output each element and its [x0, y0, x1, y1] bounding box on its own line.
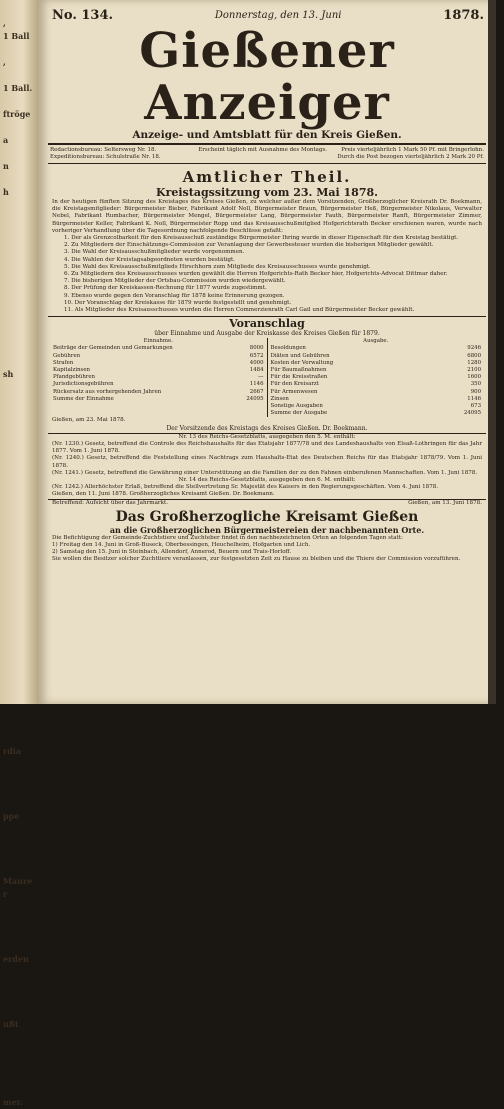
- spine-line: [3, 524, 36, 537]
- budget-row: [271, 403, 482, 410]
- budget-label: Für die Kreisstraßen: [270, 374, 328, 381]
- budget-label: Jurisdictionsgebühren: [53, 381, 114, 388]
- spine-line: [3, 472, 36, 485]
- spine-line: [3, 550, 36, 563]
- budget-row: [53, 353, 264, 360]
- budget-label: Summe der Ausgabe: [270, 410, 328, 417]
- kreisamt-text: Die Befichtigung der Gemeinde-Zuchtstiere und Zuchteber findet in den nachbezeichneten Orten an folgenden Tagen statt:: [52, 534, 404, 541]
- budget-table: [38, 338, 496, 417]
- budget-row: [271, 389, 482, 396]
- budget-value: —: [258, 374, 264, 381]
- spine-line: [3, 1031, 36, 1044]
- budget-label: Diäten und Gebühren: [270, 352, 330, 359]
- spine-line: ftröge: [3, 109, 31, 119]
- budget-value: 8000: [249, 345, 264, 352]
- spine-line: [3, 342, 36, 355]
- law-line: (Nr. 1242.) Allerhöchster Erlaß, betreffend die Stellvertretung Sr. Majestät des Kaisers in den Regierungsgeschäften. Vom 4. Juni 1878.: [52, 484, 439, 491]
- spine-line: [3, 563, 36, 576]
- spine-line: [3, 641, 36, 654]
- spine-line: [3, 69, 36, 82]
- spine-line: [3, 901, 36, 914]
- budget-label: Strafen: [53, 359, 74, 366]
- law-line: (Nr. 1241.) Gesetz, betreffend die Gewährung einer Unterstützung an die Familien der zu den Fahnen einberufenen Mannschaften. Vom 1. Juni 1878.: [52, 469, 478, 476]
- budget-row: [271, 353, 482, 360]
- budget-label: Beiträge der Gemeinden und Gemarkungen: [53, 345, 173, 352]
- budget-value: 900: [470, 388, 481, 395]
- expense-column: [267, 338, 485, 417]
- spine-line: [3, 836, 36, 849]
- budget-label: Sonstige Ausgaben: [270, 403, 323, 410]
- kreisamt-item-1: 1) Freitag den 14. Juni in Groß-Buseck, Oberbessingen, Heuchelheim, Hofgarten und Lich.: [52, 541, 311, 548]
- spine-line: [3, 43, 36, 56]
- budget-row: [53, 374, 264, 381]
- law-line: Gießen, den 11. Juni 1878. Großherzogliches Kreisamt Gießen. Dr. Boekmann.: [52, 491, 275, 498]
- budget-place: Gießen, am 23. Mai 1878.: [52, 417, 126, 424]
- budget-label: Für den Kreisarzt: [270, 381, 319, 388]
- budget-value: 6572: [249, 352, 264, 359]
- spine-line: [3, 680, 36, 693]
- resolution-item: 4. Die Wahlen der Kreistagsabgeordneten wurden bestätigt.: [64, 256, 235, 263]
- spine-line: [3, 394, 36, 407]
- budget-value: 673: [470, 403, 481, 410]
- spine-line: ußt: [3, 1019, 19, 1029]
- budget-row: [271, 381, 482, 388]
- kreisamt-place: Gießen, am 13. Juni 1878.: [408, 499, 482, 506]
- resolution-item: 9. Ebenso wurde gegen den Voranschlag für 1878 keine Erinnerung gezogen.: [64, 292, 285, 299]
- spine-line: [3, 1070, 36, 1083]
- budget-row: [53, 367, 264, 374]
- budget-value: 6800: [467, 352, 481, 359]
- issue-year: 1878.: [443, 8, 484, 23]
- masthead-subtitle: Anzeige- und Amtsblatt für den Kreis Gießen.: [132, 129, 402, 141]
- spine-line: [3, 173, 36, 186]
- budget-label: Zinsen: [270, 395, 289, 402]
- spine-line: [3, 199, 36, 212]
- spine-line: [3, 719, 36, 732]
- budget-value: 9246: [467, 345, 481, 352]
- info-right: Preis vierteljährlich 1 Mark 50 Pf. mit Bringerlohn. Durch die Post bezogen vierteljährlich 2 Mark 20 Pf.: [337, 147, 484, 160]
- spine-line: [3, 264, 36, 277]
- income-column: [50, 338, 267, 417]
- issue-date: Donnerstag, den 13. Juni: [214, 10, 342, 21]
- spine-line: [3, 758, 36, 771]
- spine-line: erden: [3, 954, 29, 964]
- newspaper-page: [38, 0, 496, 704]
- budget-row: [53, 389, 264, 396]
- resolution-item: 2. Zu Mitgliedern der Einschätzungs-Commission zur Veranlagung der Gewerbesteuer wurden die bisherigen Mitglieder gewählt.: [64, 242, 434, 249]
- budget-row: [271, 396, 482, 403]
- spine-line: [3, 407, 36, 420]
- spine-line: 1 Ball: [3, 31, 30, 41]
- spine-line: [3, 862, 36, 875]
- section-heading: Amtlicher Theil.: [182, 168, 352, 186]
- spine-line: [3, 329, 36, 342]
- spine-line: [3, 1083, 36, 1096]
- spine-line: [3, 1044, 36, 1057]
- spine-line: n: [3, 161, 9, 171]
- spine-line: ,: [3, 18, 6, 28]
- spine-line: [3, 381, 36, 394]
- resolution-item: 5. Die Wahl des Kreisausschußmitglieds Hirschhorn zum Mitgliede des Kreisausschusses wurde genehmigt.: [64, 263, 371, 270]
- page-edge: [488, 0, 496, 704]
- spine-line: [3, 940, 36, 953]
- budget-value: 2667: [249, 388, 264, 395]
- divider: [48, 163, 486, 164]
- law-line: Nr. 13 des Reichs-Gesetzblatts, ausgegeben den 5. M. enthält:: [178, 433, 356, 440]
- spine-line: [3, 4, 36, 17]
- spine-line: [3, 615, 36, 628]
- budget-label: Pfandgebühren: [53, 374, 96, 381]
- spine-line: [3, 238, 36, 251]
- kreisamt-text-2: Sie wollen die Besitzer solcher Zuchttiere veranlassen, zur festgesetzten Zeit zu Hause zu bleiben und die Thiere der Commission vorzuführen.: [52, 556, 461, 563]
- budget-value: 24095: [463, 410, 481, 417]
- kreisamt-betreff: Betreffend: Aufsicht über das Jahrmarkt.: [52, 499, 169, 506]
- resolution-item: 6. Zu Mitgliedern des Kreisausschusses wurden gewählt die Herren Hofgerichts-Rath Becker hier, Hofgerichts-Advocat Dittmar daher.: [64, 271, 448, 278]
- spine-line: [3, 225, 36, 238]
- kreisamt-item-2: 2) Samstag den 15. Juni in Steinbach, Allendorf, Annerod, Beuern und Trais-Horloff.: [52, 549, 292, 556]
- income-title: Einnahme.: [143, 338, 173, 345]
- resolution-item: 7. Die bisherigen Mitglieder der Ortsbau-Commission wurden wiedergewählt.: [64, 278, 286, 285]
- spine-line: [3, 667, 36, 680]
- budget-value: 2100: [467, 367, 481, 374]
- law-gazette-notice: [38, 434, 496, 499]
- budget-row: [53, 396, 264, 403]
- spine-line: sh: [3, 369, 14, 379]
- budget-value: 4000: [249, 359, 264, 366]
- budget-row: [53, 360, 264, 367]
- adjacent-page-spine: [0, 0, 38, 1107]
- spine-line: [3, 966, 36, 979]
- spine-line: [3, 147, 36, 160]
- spine-line: mer.: [3, 1097, 23, 1107]
- budget-value: 350: [470, 381, 481, 388]
- spine-line: [3, 589, 36, 602]
- budget-value: 1600: [467, 374, 481, 381]
- budget-subheading: über Einnahme und Ausgabe der Kreiskasse des Kreises Gießen für 1879.: [154, 330, 380, 338]
- budget-label: Kapitalzinsen: [53, 367, 90, 374]
- law-line: Nr. 14 des Reichs-Gesetzblatts, ausgegeben den 6. M. enthält:: [178, 476, 356, 483]
- budget-row: [271, 374, 482, 381]
- budget-row: [271, 360, 482, 367]
- masthead-title: Gießener Anzeiger: [139, 23, 395, 131]
- budget-label: Summe der Einnahme: [53, 395, 114, 402]
- spine-line: [3, 979, 36, 992]
- kreisamt-subtitle: an die Großherzoglichen Bürgermeistereien der nachbenannten Orte.: [109, 524, 425, 535]
- section-subheading: Kreistagssitzung vom 23. Mai 1878.: [156, 186, 378, 199]
- spine-line: [3, 485, 36, 498]
- spine-line: [3, 693, 36, 706]
- spine-line: [3, 511, 36, 524]
- header-line: [38, 0, 496, 23]
- resolution-list: [38, 235, 496, 314]
- spine-line: [3, 823, 36, 836]
- budget-value: 1484: [249, 367, 264, 374]
- resolution-item: 1. Der als Grenzcolbarkeit für den Kreisausschuß zuständige Bürgermeister Ihring wurde in dieser Eigenschaft für den Kreistag bestätigt.: [64, 235, 459, 242]
- info-center: Erscheint täglich mit Ausnahme des Montags.: [198, 147, 328, 153]
- budget-row: [271, 410, 482, 417]
- spine-line: [3, 927, 36, 940]
- spine-line: [3, 95, 36, 108]
- spine-line: [3, 797, 36, 810]
- spine-line: a: [3, 135, 9, 145]
- budget-label: Rückersatz aus vorhergehenden Jahren: [53, 388, 162, 395]
- budget-label: Kosten der Verwaltung: [270, 359, 334, 366]
- spine-line: [3, 277, 36, 290]
- resolution-item: 11. Als Mitglieder des Kreisausschusses wurden die Herren Commerzienrath Carl Gail und Bürgermeister Becker gewählt.: [64, 307, 415, 314]
- spine-line: [3, 732, 36, 745]
- spine-line: [3, 121, 36, 134]
- spine-line: [3, 849, 36, 862]
- spine-line: [3, 1005, 36, 1018]
- intro-paragraph: In der heutigen fünften Sitzung des Kreistages des Kreises Gießen, zu welcher außer dem Vorsitzenden, Großherzoglicher Kreisrath Dr. Boekmann, die Kreistagsmitglieder: Bürgermeister Bieber, Fabrikant Adolf Noll, Bürgermeister Braun, Bürgermeister Heß, Bürgermeister Nikolaus, Verwalter Nebel, Fabrikant Rumbacher, Bürgermeister Mengel, Bürgermeister Lang, Bürgermeister Fauth, Bürgermeister Ranft, Bürgermeister Zimmer, Bürgermeister Keller, Fabrikant K. Noll, Bürgermeister Ropp und das Kreisausschußmitglied Hofgerichtsrath Becker erschienen waren, wurde nach vorheriger Verhandlung über die Tagesordnung nachfolgende Beschlüsse gefaßt:: [52, 199, 482, 234]
- law-line: (Nr. 1240.) Gesetz, betreffend die Feststellung eines Nachtrags zum Haushalts-Etat des Deutschen Reichs für das Etatsjahr 1878/79. Vom 1. Juni 1878.: [52, 455, 482, 469]
- budget-heading: Voranschlag: [229, 317, 305, 331]
- info-left: Redactionsbureau: Seltersweg Nr. 18. Expeditionsbureau: Schulstraße Nr. 18.: [50, 147, 161, 160]
- law-line: (Nr. 1230.) Gesetz, betreffend die Controle des Reichshaushalts für das Etatsjahr 1877/78 und des Landeshaushalts von Elsaß-Lothringen für das Jahr 1877. Vom 1. Juni 1878.: [52, 440, 482, 455]
- spine-line: [3, 420, 36, 433]
- budget-label: Gebühren: [53, 352, 81, 359]
- spine-line: [3, 784, 36, 797]
- spine-line: [3, 537, 36, 550]
- budget-label: Für Baumaßnahmen: [270, 367, 327, 374]
- spine-line: [3, 251, 36, 264]
- spine-line: [3, 290, 36, 303]
- resolution-item: 3. Die Wahl der Kreisausschußmitglieder wurde vorgenommen.: [64, 249, 245, 256]
- spine-line: [3, 771, 36, 784]
- info-line: [38, 145, 496, 163]
- spine-line: [3, 602, 36, 615]
- resolution-item: 8. Der Prüfung der Kreiskassen-Rechnung für 1877 wurde zugestimmt.: [64, 285, 267, 292]
- spine-line: ppe: [3, 811, 20, 821]
- kreisamt-title: Das Großherzogliche Kreisamt Gießen: [115, 508, 419, 525]
- spine-line: [3, 459, 36, 472]
- spine-line: [3, 498, 36, 511]
- spine-line: [3, 433, 36, 446]
- spine-line: Maurer: [3, 876, 33, 899]
- issue-number: No. 134.: [52, 8, 114, 23]
- spine-line: [3, 706, 36, 719]
- budget-value: 1280: [467, 359, 481, 366]
- budget-row: [53, 345, 264, 352]
- spine-line: [3, 316, 36, 329]
- spine-line: 1 Ball.: [3, 83, 33, 93]
- spine-line: rdia: [3, 746, 22, 756]
- spine-line: [3, 212, 36, 225]
- spine-text: [0, 0, 38, 1109]
- spine-line: [3, 628, 36, 641]
- kreisamt-meta: [38, 500, 496, 507]
- spine-line: [3, 446, 36, 459]
- spine-line: [3, 992, 36, 1005]
- spine-line: [3, 303, 36, 316]
- expense-title: Ausgabe.: [363, 338, 389, 345]
- budget-value: 24095: [246, 395, 264, 402]
- spine-line: [3, 654, 36, 667]
- budget-label: Für Armenwesen: [270, 388, 318, 395]
- budget-signer: Der Vorsitzende des Kreistags des Kreises Gießen. Dr. Boekmann.: [166, 424, 368, 432]
- budget-row: [271, 367, 482, 374]
- budget-row: [53, 381, 264, 388]
- resolution-item: 10. Der Voranschlag der Kreiskasse für 1879 wurde festgestellt und genehmigt.: [64, 299, 292, 306]
- budget-label: Besoldungen: [270, 345, 306, 352]
- spine-line: ,: [3, 57, 6, 67]
- budget-row: [271, 345, 482, 352]
- spine-line: [3, 576, 36, 589]
- spine-line: [3, 914, 36, 927]
- budget-value: 1146: [249, 381, 264, 388]
- budget-value: 1146: [467, 395, 481, 402]
- spine-line: [3, 355, 36, 368]
- spine-line: [3, 1057, 36, 1070]
- spine-line: h: [3, 187, 9, 197]
